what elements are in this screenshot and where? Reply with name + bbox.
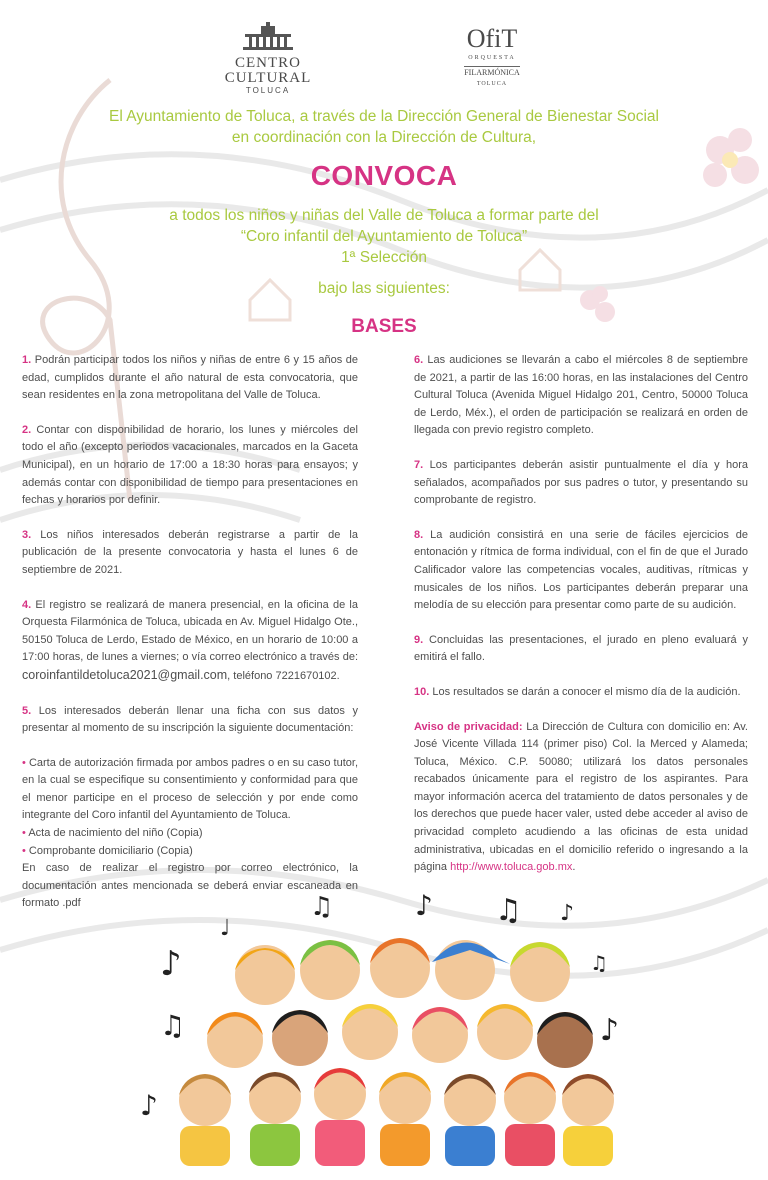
front-row-kids — [179, 1068, 614, 1126]
item-number: 7. — [414, 458, 424, 471]
svg-text:♪: ♪ — [600, 1013, 620, 1048]
website-link[interactable]: http://www.toluca.gob.mx — [450, 861, 573, 874]
base-item-4 — [22, 597, 358, 686]
doc-text: Carta de autorización firmada por ambos padres o en su caso tutor, en la cual se especifique su consentimiento y conformidad para que el menor participe en el proceso de selección y por ende como integrante del Coro infantil del Ayuntamiento de Toluca. — [22, 756, 358, 822]
base-item-8 — [414, 527, 748, 615]
middle-row-kids — [207, 1004, 593, 1068]
centro-logo-line1: CENTRO — [235, 55, 301, 71]
base-item-2 — [22, 422, 358, 510]
building-icon — [241, 22, 295, 50]
item-text: Podrán participar todos los niños y niñas de entre 6 y 15 años de edad, cumplidos durante el año natural de esta convocatoria, que sean residentes en la zona metropolitana del Valle de Toluca. — [22, 354, 358, 402]
item-text: Los resultados se darán a conocer el mismo día de la audición. — [429, 685, 741, 698]
item-number: 9. — [414, 633, 424, 646]
ofit-logo-line3: TOLUCA — [476, 81, 508, 87]
svg-text:♫: ♫ — [160, 1009, 186, 1042]
ofit-logo-line2: FILARMÓNICA — [464, 68, 520, 77]
doc-item-3 — [22, 843, 358, 861]
left-column — [22, 352, 358, 913]
ofit-logo-mark: OfiT — [466, 24, 518, 53]
item-text: Los niños interesados deberán registrarse a partir de la publicación de la presente convocatoria y hasta el lunes 6 de septiembre de 2021. — [22, 528, 358, 576]
intro-line2: en coordinación con la Dirección de Cultura, — [231, 129, 537, 146]
doc-note: En caso de realizar el registro por correo electrónico, la documentación antes mencionada se deberá enviar escaneada en formato .pdf — [22, 862, 358, 910]
item-number: 10. — [414, 685, 430, 698]
bullet-icon: • — [22, 756, 26, 769]
item-text: Los participantes deberán asistir puntualmente el día y hora señalados, acompañados por sus padres o tutor, y presentando su comprobante de registro. — [414, 458, 748, 507]
subheading-line1: a todos los niños y niñas del Valle de Toluca a formar parte del — [169, 207, 599, 224]
base-item-5 — [22, 703, 358, 738]
item-text: Contar con disponibilidad de horario, los lunes y miércoles del todo el año (excepto periodos vacacionales, marcados en la Gaceta Municipal), en un horario de 17:00 a 18:30 horas para ensayos; y además contar con disponibilidad de tiempo para presentaciones en fechas y horarios por definir. — [22, 423, 358, 507]
svg-text:♩: ♩ — [220, 916, 231, 941]
item-number: 6. — [414, 354, 424, 366]
svg-text:♪: ♪ — [160, 944, 182, 984]
item-number: 8. — [414, 528, 424, 541]
item-number: 4. — [22, 598, 32, 611]
centro-logo-line2: CULTURAL — [224, 70, 312, 86]
svg-text:♫: ♫ — [590, 951, 608, 975]
privacy-text-after: . — [572, 861, 576, 874]
base-item-1 — [22, 352, 358, 405]
doc-item-2 — [22, 825, 358, 843]
svg-text:♫: ♫ — [310, 892, 334, 922]
base-item-7 — [414, 457, 748, 510]
item-text: Las audiciones se llevarán a cabo el miércoles 8 de septiembre de 2021, a partir de las 16:00 horas, en las instalaciones del Centro Cultural Toluca (Avenida Miguel Hidalgo 201, Centro, 50000 Toluca de Lerdo, Méx.), el orden de participación se realizará en orden de llegada con previo registro completo. — [414, 354, 748, 437]
privacy-notice — [414, 719, 748, 877]
base-item-3 — [22, 527, 358, 580]
doc-text: Acta de nacimiento del niño (Copia) — [28, 827, 203, 840]
right-column — [414, 352, 748, 877]
subheading-line3: 1ª Selección — [341, 249, 427, 266]
item-text: La audición consistirá en una serie de fáciles ejercicios de entonación y rítmica de forma individual, con el fin de que el Jurado Calificador valore las competencias vocales, auditivas, rítmicas y musicales de los niños. Los participantes deberán preparar una melodía de su elección para presentar como parte de su audición. — [414, 528, 748, 612]
item-text: Concluidas las presentaciones, el jurado en pleno evaluará y emitirá el fallo. — [414, 633, 748, 664]
item-text-after: , teléfono 7221670102. — [227, 669, 340, 682]
doc-text: Comprobante domiciliario (Copia) — [28, 844, 193, 857]
item-number: 3. — [22, 528, 32, 541]
svg-text:♪: ♪ — [560, 901, 575, 926]
doc-item-1 — [22, 755, 358, 825]
item-number: 1. — [22, 354, 32, 366]
bullet-icon: • — [22, 844, 26, 857]
email-link[interactable]: coroinfantildetoluca2021@gmail.com — [22, 667, 228, 682]
children-choir-illustration — [140, 880, 640, 1180]
page-title: CONVOCA — [310, 160, 458, 191]
centro-cultural-logo — [222, 22, 314, 96]
subheading — [0, 205, 768, 268]
ofit-logo — [452, 24, 532, 88]
item-text: Los interesados deberán llenar una ficha con sus datos y presentar al momento de su inscripción la siguiente documentación: — [22, 704, 358, 735]
bullet-icon: • — [22, 827, 26, 840]
privacy-label: Aviso de privacidad: — [414, 720, 523, 733]
svg-text:♪: ♪ — [140, 1089, 158, 1122]
back-row-kids — [235, 938, 570, 1005]
ofit-logo-line1: ORQUESTA — [468, 55, 516, 61]
kids-bodies — [180, 1120, 613, 1166]
intro-line1: El Ayuntamiento de Toluca, a través de la Dirección General de Bienestar Social — [109, 108, 659, 125]
svg-text:♪: ♪ — [415, 889, 433, 922]
privacy-text: La Dirección de Cultura con domicilio en: Av. José Vicente Villada 114 (primer piso) Col. la Merced y Alameda; Toluca, México. C.P. 50080; utilizará los datos personales recabados únicamente para el registro de los aspirantes. Para mayor información acerca del tratamiento de datos personales y de los derechos que puede hacer valer, usted debe acceder al aviso de privacidad completo acudiendo a las oficinas de esta unidad administrativa, ubicadas en el domicilio referido o ingresando a la página — [414, 720, 748, 874]
base-item-9 — [414, 632, 748, 667]
base-item-6 — [414, 352, 748, 440]
item-number: 2. — [22, 423, 32, 436]
item-text: El registro se realizará de manera presencial, en la oficina de la Orquesta Filarmónica de Toluca, ubicada en Av. Miguel Hidalgo Ote., 50150 Toluca de Lerdo, Estado de México, en un horario de 10:00 a 17:00 horas, de lunes a viernes; o vía correo electrónico a través de: — [22, 598, 358, 664]
item-number: 5. — [22, 704, 32, 717]
subheading-line2: “Coro infantil del Ayuntamiento de Toluca” — [240, 228, 528, 245]
svg-text:♫: ♫ — [495, 893, 522, 928]
intro-text — [0, 106, 768, 148]
bajo-text: bajo las siguientes: — [318, 280, 450, 297]
bases-title: BASES — [351, 316, 417, 337]
centro-logo-line3: TOLUCA — [245, 86, 291, 95]
base-item-10 — [414, 684, 748, 702]
